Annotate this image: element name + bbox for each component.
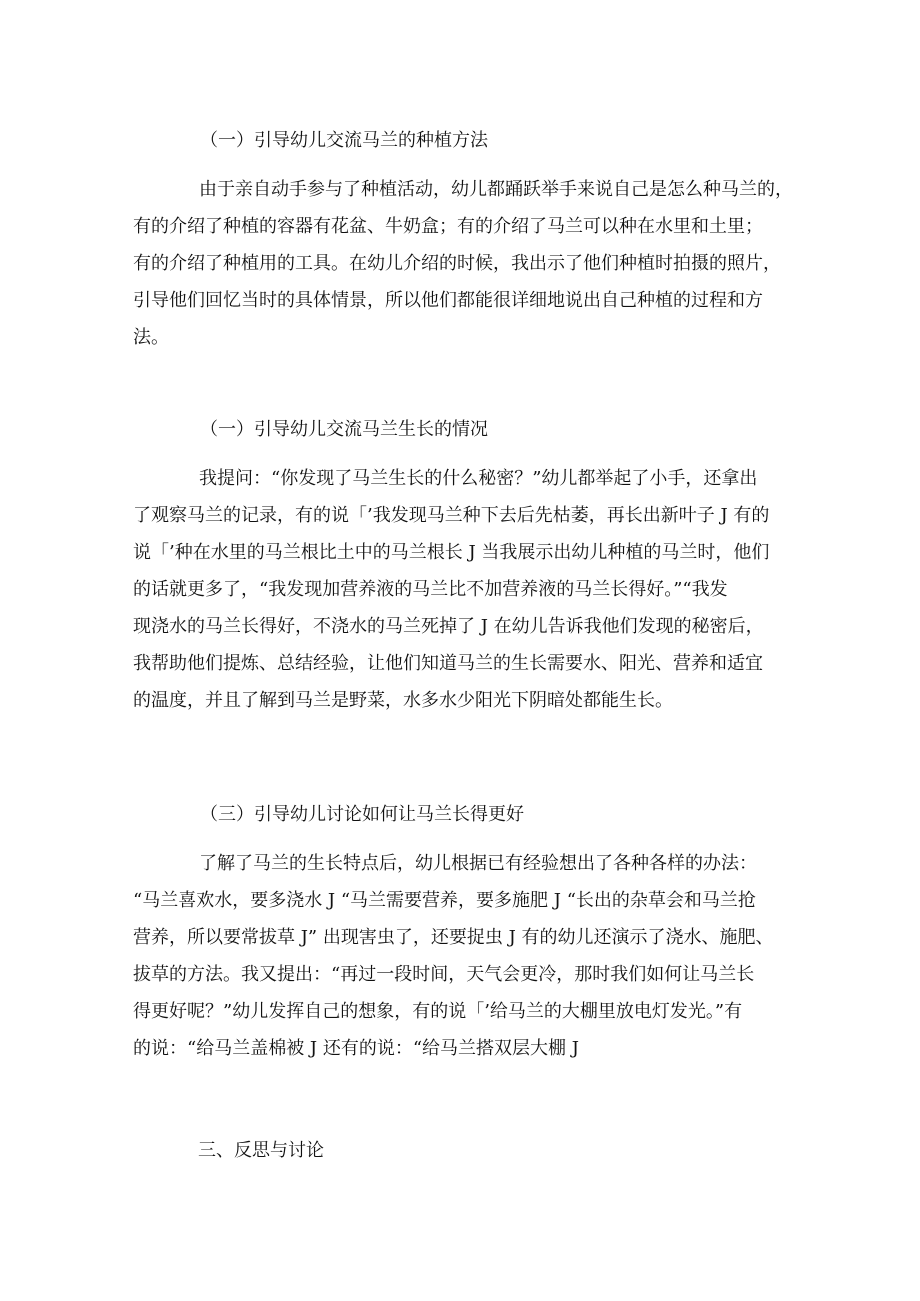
paragraph-line: 有的介绍了种植用的工具。在幼儿介绍的时候，我出示了他们种植时拍摄的照片， xyxy=(133,253,781,274)
section-paragraph-1 xyxy=(133,171,793,356)
paragraph-line: 得更好呢？”幼儿发挥自己的想象，有的说「’给马兰的大棚里放电灯发光。”有 xyxy=(133,1001,743,1022)
paragraph-line: 引导他们回忆当时的具体情景，所以他们都能很详细地说出自己种植的过程和方 xyxy=(133,290,763,311)
paragraph-line: 我提问：“你发现了马兰生长的什么秘密？”幼儿都举起了小手，还拿出 xyxy=(199,468,758,489)
paragraph-line: 营养，所以要常拔草 J” 出现害虫了，还要捉虫 J 有的幼儿还演示了浇水、施肥、 xyxy=(133,927,774,948)
paragraph-line: “马兰喜欢水，要多浇水 J “马兰需要营养，要多施肥 J “长出的杂草会和马兰抢 xyxy=(133,890,756,911)
paragraph-line: 我帮助他们提炼、总结经验，让他们知道马兰的生长需要水、阳光、营养和适宜 xyxy=(133,653,763,674)
section-heading-3: （三）引导幼儿讨论如何让马兰长得更好 xyxy=(200,804,524,825)
paragraph-line: 了观察马兰的记录，有的说「’我发现马兰种下去后先枯萎，再长出新叶子 J 有的 xyxy=(133,505,770,526)
paragraph-line: 的话就更多了，“我发现加营养液的马兰比不加营养液的马兰长得好。”“我发 xyxy=(133,579,728,600)
paragraph-line: 的说：“给马兰盖棉被 J 还有的说：“给马兰搭双层大棚 J xyxy=(133,1038,579,1059)
paragraph-line: 说「’种在水里的马兰根比土中的马兰根长 J 当我展示出幼儿种植的马兰时，他们 xyxy=(133,542,770,563)
paragraph-line: 拔草的方法。我又提出：“再过一段时间，天气会更冷，那时我们如何让马兰长 xyxy=(133,964,755,985)
paragraph-line: 有的介绍了种植的容器有花盆、牛奶盒；有的介绍了马兰可以种在水里和土里； xyxy=(133,216,763,237)
paragraph-line: 的温度，并且了解到马兰是野菜，水多水少阳光下阴暗处都能生长。 xyxy=(133,690,673,711)
section-heading-1: （一）引导幼儿交流马兰的种植方法 xyxy=(200,130,488,151)
paragraph-line: 法。 xyxy=(133,327,169,348)
section-paragraph-2 xyxy=(133,460,793,719)
closing-heading: 三、反思与讨论 xyxy=(198,1140,324,1161)
section-heading-2: （一）引导幼儿交流马兰生长的情况 xyxy=(200,419,488,440)
paragraph-line: 了解了马兰的生长特点后，幼儿根据已有经验想出了各种各样的办法： xyxy=(199,853,757,874)
paragraph-line: 现浇水的马兰长得好，不浇水的马兰死掉了 J 在幼儿告诉我他们发现的秘密后， xyxy=(133,616,764,637)
paragraph-line: 由于亲自动手参与了种植活动，幼儿都踊跃举手来说自己是怎么种马兰的， xyxy=(199,179,793,200)
section-paragraph-3 xyxy=(133,845,793,1067)
